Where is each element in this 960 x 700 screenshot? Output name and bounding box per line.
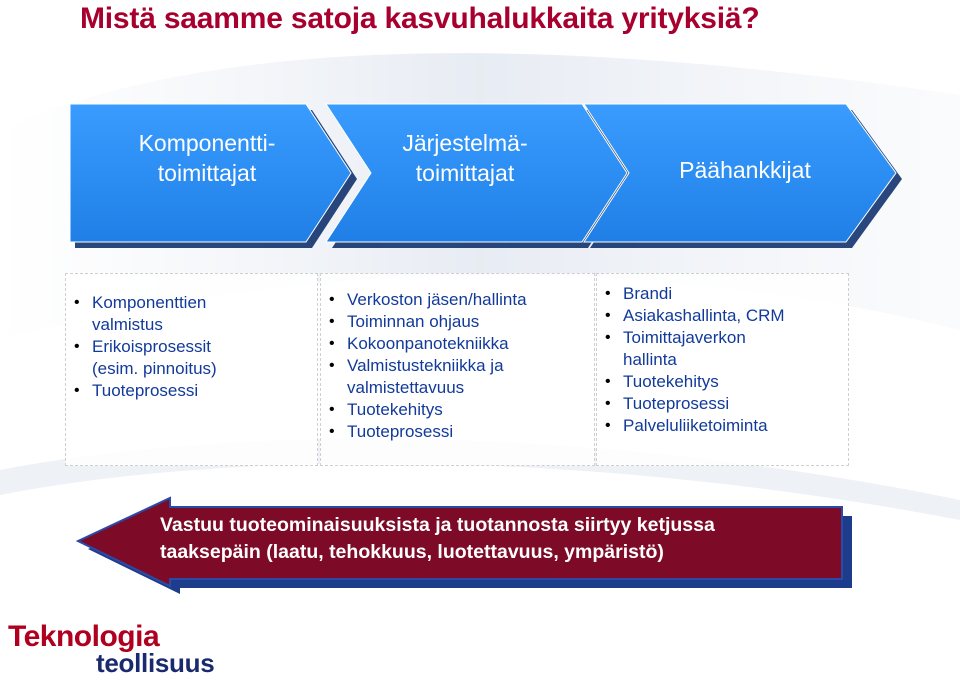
bullet-icon: •: [329, 291, 335, 308]
bullet-icon: •: [329, 357, 335, 374]
bullet-icon: •: [605, 373, 611, 390]
bullet-icon: •: [74, 382, 80, 399]
list-item-text: Valmistustekniikka ja: [347, 356, 504, 375]
chevron-label-component-suppliers: Komponentti- toimittajat: [138, 130, 276, 186]
list-item-text: hallinta: [623, 350, 677, 369]
bullet-icon: •: [605, 417, 611, 434]
logo-teollisuus: teollisuus: [96, 648, 215, 678]
bullet-icon: •: [605, 329, 611, 346]
bullet-icon: •: [605, 395, 611, 412]
list-item-text: valmistus: [92, 315, 163, 334]
responsibility-arrow-text: [160, 512, 850, 566]
list-item-text: Verkoston jäsen/hallinta: [347, 290, 527, 309]
list-item-text: Erikoisprosessit: [92, 337, 212, 356]
list-item-text: Toiminnan ohjaus: [347, 312, 480, 331]
list-item-text: valmistettavuus: [347, 378, 465, 397]
chevron-label-system-suppliers: Järjestelmä- toimittajat: [402, 130, 528, 186]
list-item-text: Tuoteprosessi: [92, 381, 199, 400]
list-item-text: Kokoonpanotekniikka: [347, 334, 509, 353]
bullet-icon: •: [605, 285, 611, 302]
list-item-text: Tuoteprosessi: [347, 422, 454, 441]
list-item-text: Tuotekehitys: [623, 372, 719, 391]
logo-teknologia: Teknologia: [8, 620, 160, 653]
page-title: Mistä saamme satoja kasvuhalukkaita yrityksiä?: [80, 2, 760, 35]
chevron-label-main-contractors: Päähankkijat: [679, 157, 811, 183]
list-item-text: Palveluliiketoiminta: [623, 416, 768, 435]
list-item-text: Asiakashallinta, CRM: [623, 306, 785, 325]
list-item-text: Brandi: [623, 284, 673, 303]
bullet-icon: •: [605, 307, 611, 324]
list-item-text: Toimittajaverkon: [623, 328, 746, 347]
bullet-icon: •: [329, 313, 335, 330]
bullet-icon: •: [329, 423, 335, 440]
arrow-text-line-2: taaksepäin (laatu, tehokkuus, luotettavuus, ympäristö): [160, 541, 664, 563]
bullet-icon: •: [329, 335, 335, 352]
list-item-text: Tuotekehitys: [347, 400, 443, 419]
arrow-text-line-1: Vastuu tuoteominaisuuksista ja tuotannosta siirtyy ketjussa: [160, 514, 715, 536]
list-item-text: (esim. pinnoitus): [92, 359, 217, 378]
list-item-text: Tuoteprosessi: [623, 394, 730, 413]
list-item-text: Komponenttien: [92, 293, 207, 312]
bullet-icon: •: [74, 294, 80, 311]
bullet-icon: •: [329, 401, 335, 418]
bullet-icon: •: [74, 338, 80, 355]
